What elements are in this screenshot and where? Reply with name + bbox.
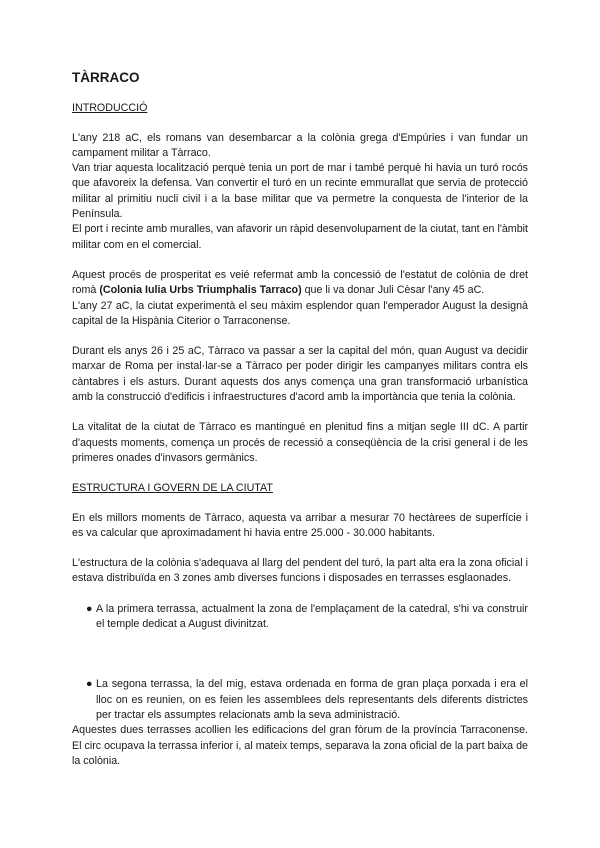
document-body <box>72 70 528 769</box>
bullet-icon: ● <box>86 602 93 615</box>
terraces-list-2 <box>72 677 528 723</box>
paragraph-4-end: que li va donar Juli Cèsar l'any 45 aC. <box>301 284 485 297</box>
paragraph-4 <box>72 268 528 299</box>
document-title: TÀRRACO <box>72 70 140 85</box>
paragraph-7: La vitalitat de la ciutat de Tàrraco es mantingué en plenitud fins a mitjan segle III dC. A partir d'aquests moments, comença un procés de recessió a conseqüència de la crisi general i de les primeres onades d'invasors germànics. <box>72 421 528 464</box>
list-item-text: A la primera terrassa, actualment la zona de l'emplaçament de la catedral, s'hi va construir el temple dedicat a August divinitzat. <box>96 602 528 631</box>
paragraph-10: Aquestes dues terrasses acollien les edificacions del gran fòrum de la província Tarraconense. El circ ocupava la terrassa inferior i, al mateix temps, separava la zona oficial de la part baixa de la colònia. <box>72 724 528 767</box>
terraces-list <box>72 602 528 633</box>
section-heading-introduccio: INTRODUCCIÓ <box>72 102 148 115</box>
paragraph-8: En els millors moments de Tàrraco, aquesta va arribar a mesurar 70 hectàrees de superfície i es va calcular que aproximadament hi havia entre 25.000 - 30.000 habitants. <box>72 511 528 539</box>
paragraph-1: L'any 218 aC, els romans van desembarcar a la colònia grega d'Empúries i van fundar un campament militar a Tàrraco. <box>72 131 528 159</box>
paragraph-2: Van triar aquesta localització perquè tenia un port de mar i també perquè hi havia un turó rocós que afavoreix la defensa. Van convertir el turó en un recinte emmurallat que servia de protecció militar al primitiu nucli civil i a la base militar que va permetre la conquesta de l'interior de la Península. <box>72 162 528 221</box>
list-item-text: La segona terrassa, la del mig, estava ordenada en forma de gran plaça porxada i era el lloc on es reunien, on es feien les assemblees dels representants dels diferents districtes per tractar els assumptes relacionats amb la seva administració. <box>96 678 528 721</box>
paragraph-9: L'estructura de la colònia s'adequava al llarg del pendent del turó, la part alta era la zona oficial i estava distribuïda en 3 zones amb diverses funcions i disposades en terrasses esglaonades. <box>72 557 528 585</box>
list-item <box>72 602 528 633</box>
paragraph-4-text: Aquest procés de prosperitat es veié refermat amb la concessió de l'estatut de colònia de dret romà <box>72 268 528 297</box>
list-item <box>72 677 528 723</box>
bullet-icon: ● <box>86 678 93 691</box>
colonia-latin-name: (Colonia Iulia Urbs Triumphalis Tarraco) <box>99 284 302 297</box>
section-heading-estructura: ESTRUCTURA I GOVERN DE LA CIUTAT <box>72 482 273 495</box>
paragraph-6: Durant els anys 26 i 25 aC, Tàrraco va passar a ser la capital del món, quan August va decidir marxar de Roma per instal·lar-se a Tàrraco per poder dirigir les campanyes militars contra els càntabres i els asturs. Durant aquests dos anys comença una gran transformació urbanística amb la construcció d'edificis i infraestructures d'acord amb la importància que tenia la colònia. <box>72 345 528 404</box>
paragraph-3: El port i recinte amb muralles, van afavorir un ràpid desenvolupament de la ciutat, tant en l'àmbit militar com en el comercial. <box>72 223 528 251</box>
paragraph-5: L'any 27 aC, la ciutat experimentà el seu màxim esplendor quan l'emperador August la designà capital de la Hispània Citerior o Tarraconense. <box>72 299 528 327</box>
